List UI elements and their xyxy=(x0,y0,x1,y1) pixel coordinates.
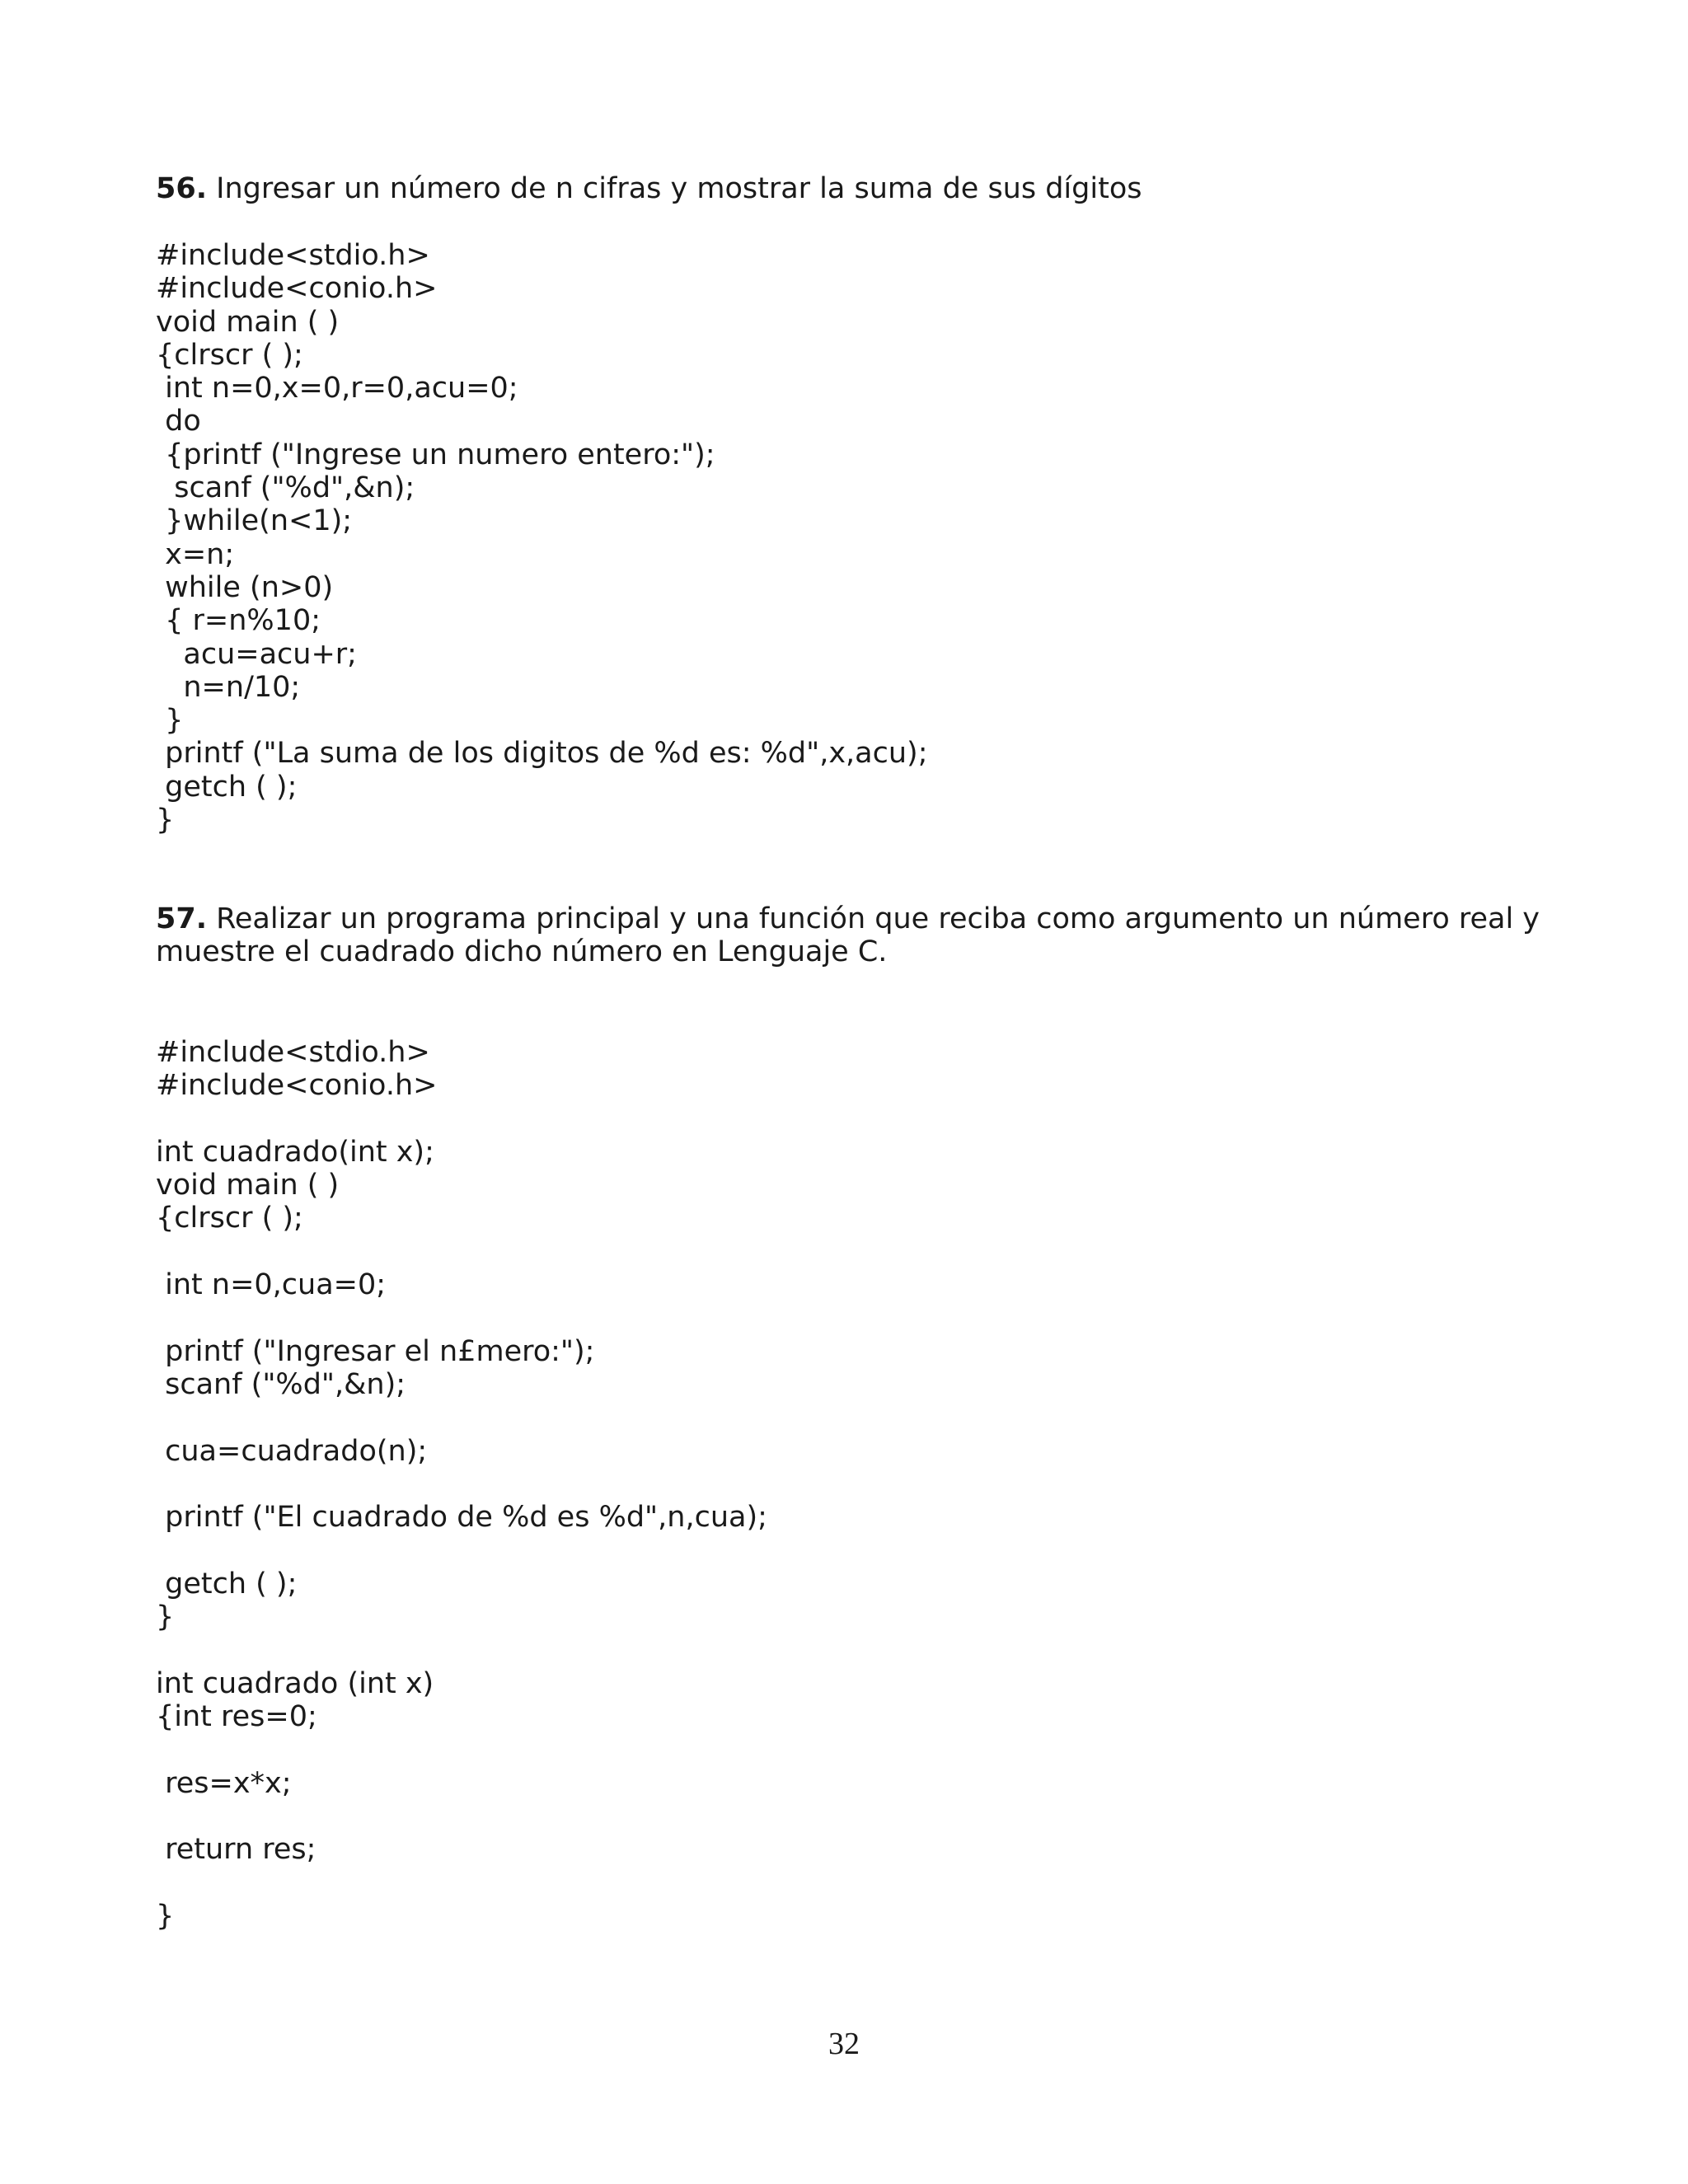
page-number: 32 xyxy=(828,2027,860,2061)
exercise-56-code: #include<stdio.h> #include<conio.h> void main ( ) {clrscr ( ); int n=0,x=0,r=0,acu=0; do {printf ("Ingrese un numero entero:"); scanf ("%d",&n); }while(n<1); x=n; while (n>0) { r=n%10; acu=acu+r; n=n/10; } printf ("La suma de los digitos de %d es: %d",x,acu); getch ( ); } xyxy=(156,239,928,837)
exercise-56-number: 56. xyxy=(156,172,208,205)
exercise-57-title-line1: Realizar un programa principal y una función que reciba como argumento un número real y xyxy=(207,902,1540,935)
exercise-57-heading xyxy=(156,902,1540,969)
exercise-57-number: 57. xyxy=(156,902,208,935)
exercise-56-title: Ingresar un número de n cifras y mostrar la suma de sus dígitos xyxy=(207,172,1142,205)
exercise-57-code: #include<stdio.h> #include<conio.h> int cuadrado(int x); void main ( ) {clrscr ( ); int n=0,cua=0; printf ("Ingresar el n£mero:"); scanf ("%d",&n); cua=cuadrado(n); printf ("El cuadrado de %d es %d",n,cua); getch ( ); } int cuadrado (int x) {int res=0; res=x*x; return res; } xyxy=(156,1036,767,1933)
exercise-57-title-line2: muestre el cuadrado dicho número en Lenguaje C. xyxy=(156,935,888,969)
exercise-56-heading xyxy=(156,172,1142,205)
